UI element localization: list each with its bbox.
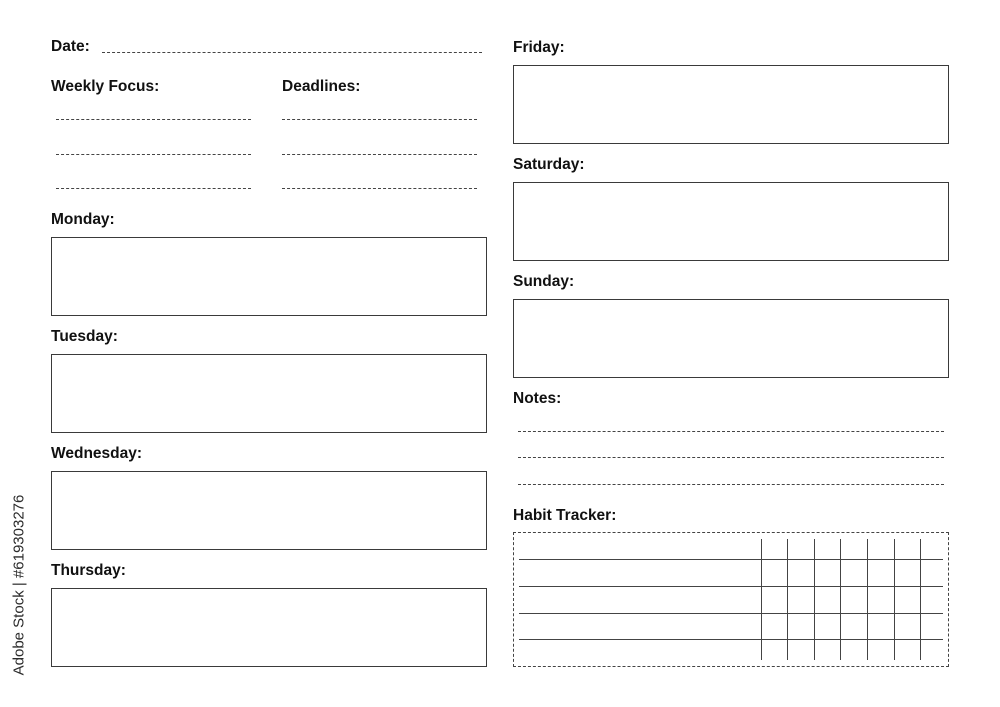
habit-tracker-label: Habit Tracker: bbox=[513, 507, 617, 524]
deadlines-line[interactable] bbox=[282, 119, 477, 120]
weekly-focus-line[interactable] bbox=[56, 119, 251, 120]
weekly-focus-line[interactable] bbox=[56, 154, 251, 155]
notes-line[interactable] bbox=[518, 484, 944, 485]
tuesday-label: Tuesday: bbox=[51, 328, 118, 345]
deadlines-label: Deadlines: bbox=[282, 78, 361, 95]
wednesday-box[interactable] bbox=[51, 471, 487, 550]
habit-column-line bbox=[840, 539, 841, 660]
wednesday-label: Wednesday: bbox=[51, 445, 143, 462]
date-label: Date: bbox=[51, 38, 90, 55]
deadlines-line[interactable] bbox=[282, 188, 477, 189]
notes-line[interactable] bbox=[518, 431, 944, 432]
habit-column-line bbox=[761, 539, 762, 660]
habit-row-line bbox=[519, 559, 943, 560]
friday-label: Friday: bbox=[513, 39, 565, 56]
saturday-box[interactable] bbox=[513, 182, 949, 261]
watermark-text: Adobe Stock | #619303276 bbox=[10, 494, 28, 676]
habit-column-line bbox=[920, 539, 921, 660]
sunday-label: Sunday: bbox=[513, 273, 575, 290]
habit-column-line bbox=[867, 539, 868, 660]
habit-column-line bbox=[787, 539, 788, 660]
habit-row-line bbox=[519, 613, 943, 614]
weekly-focus-line[interactable] bbox=[56, 188, 251, 189]
thursday-box[interactable] bbox=[51, 588, 487, 667]
notes-label: Notes: bbox=[513, 390, 562, 407]
weekly-focus-label: Weekly Focus: bbox=[51, 78, 160, 95]
habit-column-line bbox=[814, 539, 815, 660]
deadlines-line[interactable] bbox=[282, 154, 477, 155]
watermark bbox=[4, 470, 34, 700]
habit-row-line bbox=[519, 639, 943, 640]
habit-column-line bbox=[894, 539, 895, 660]
habit-tracker-grid[interactable] bbox=[513, 532, 949, 667]
tuesday-box[interactable] bbox=[51, 354, 487, 433]
notes-line[interactable] bbox=[518, 457, 944, 458]
sunday-box[interactable] bbox=[513, 299, 949, 378]
thursday-label: Thursday: bbox=[51, 562, 126, 579]
monday-label: Monday: bbox=[51, 211, 115, 228]
monday-box[interactable] bbox=[51, 237, 487, 316]
date-line[interactable] bbox=[102, 52, 482, 53]
friday-box[interactable] bbox=[513, 65, 949, 144]
saturday-label: Saturday: bbox=[513, 156, 585, 173]
habit-row-line bbox=[519, 586, 943, 587]
